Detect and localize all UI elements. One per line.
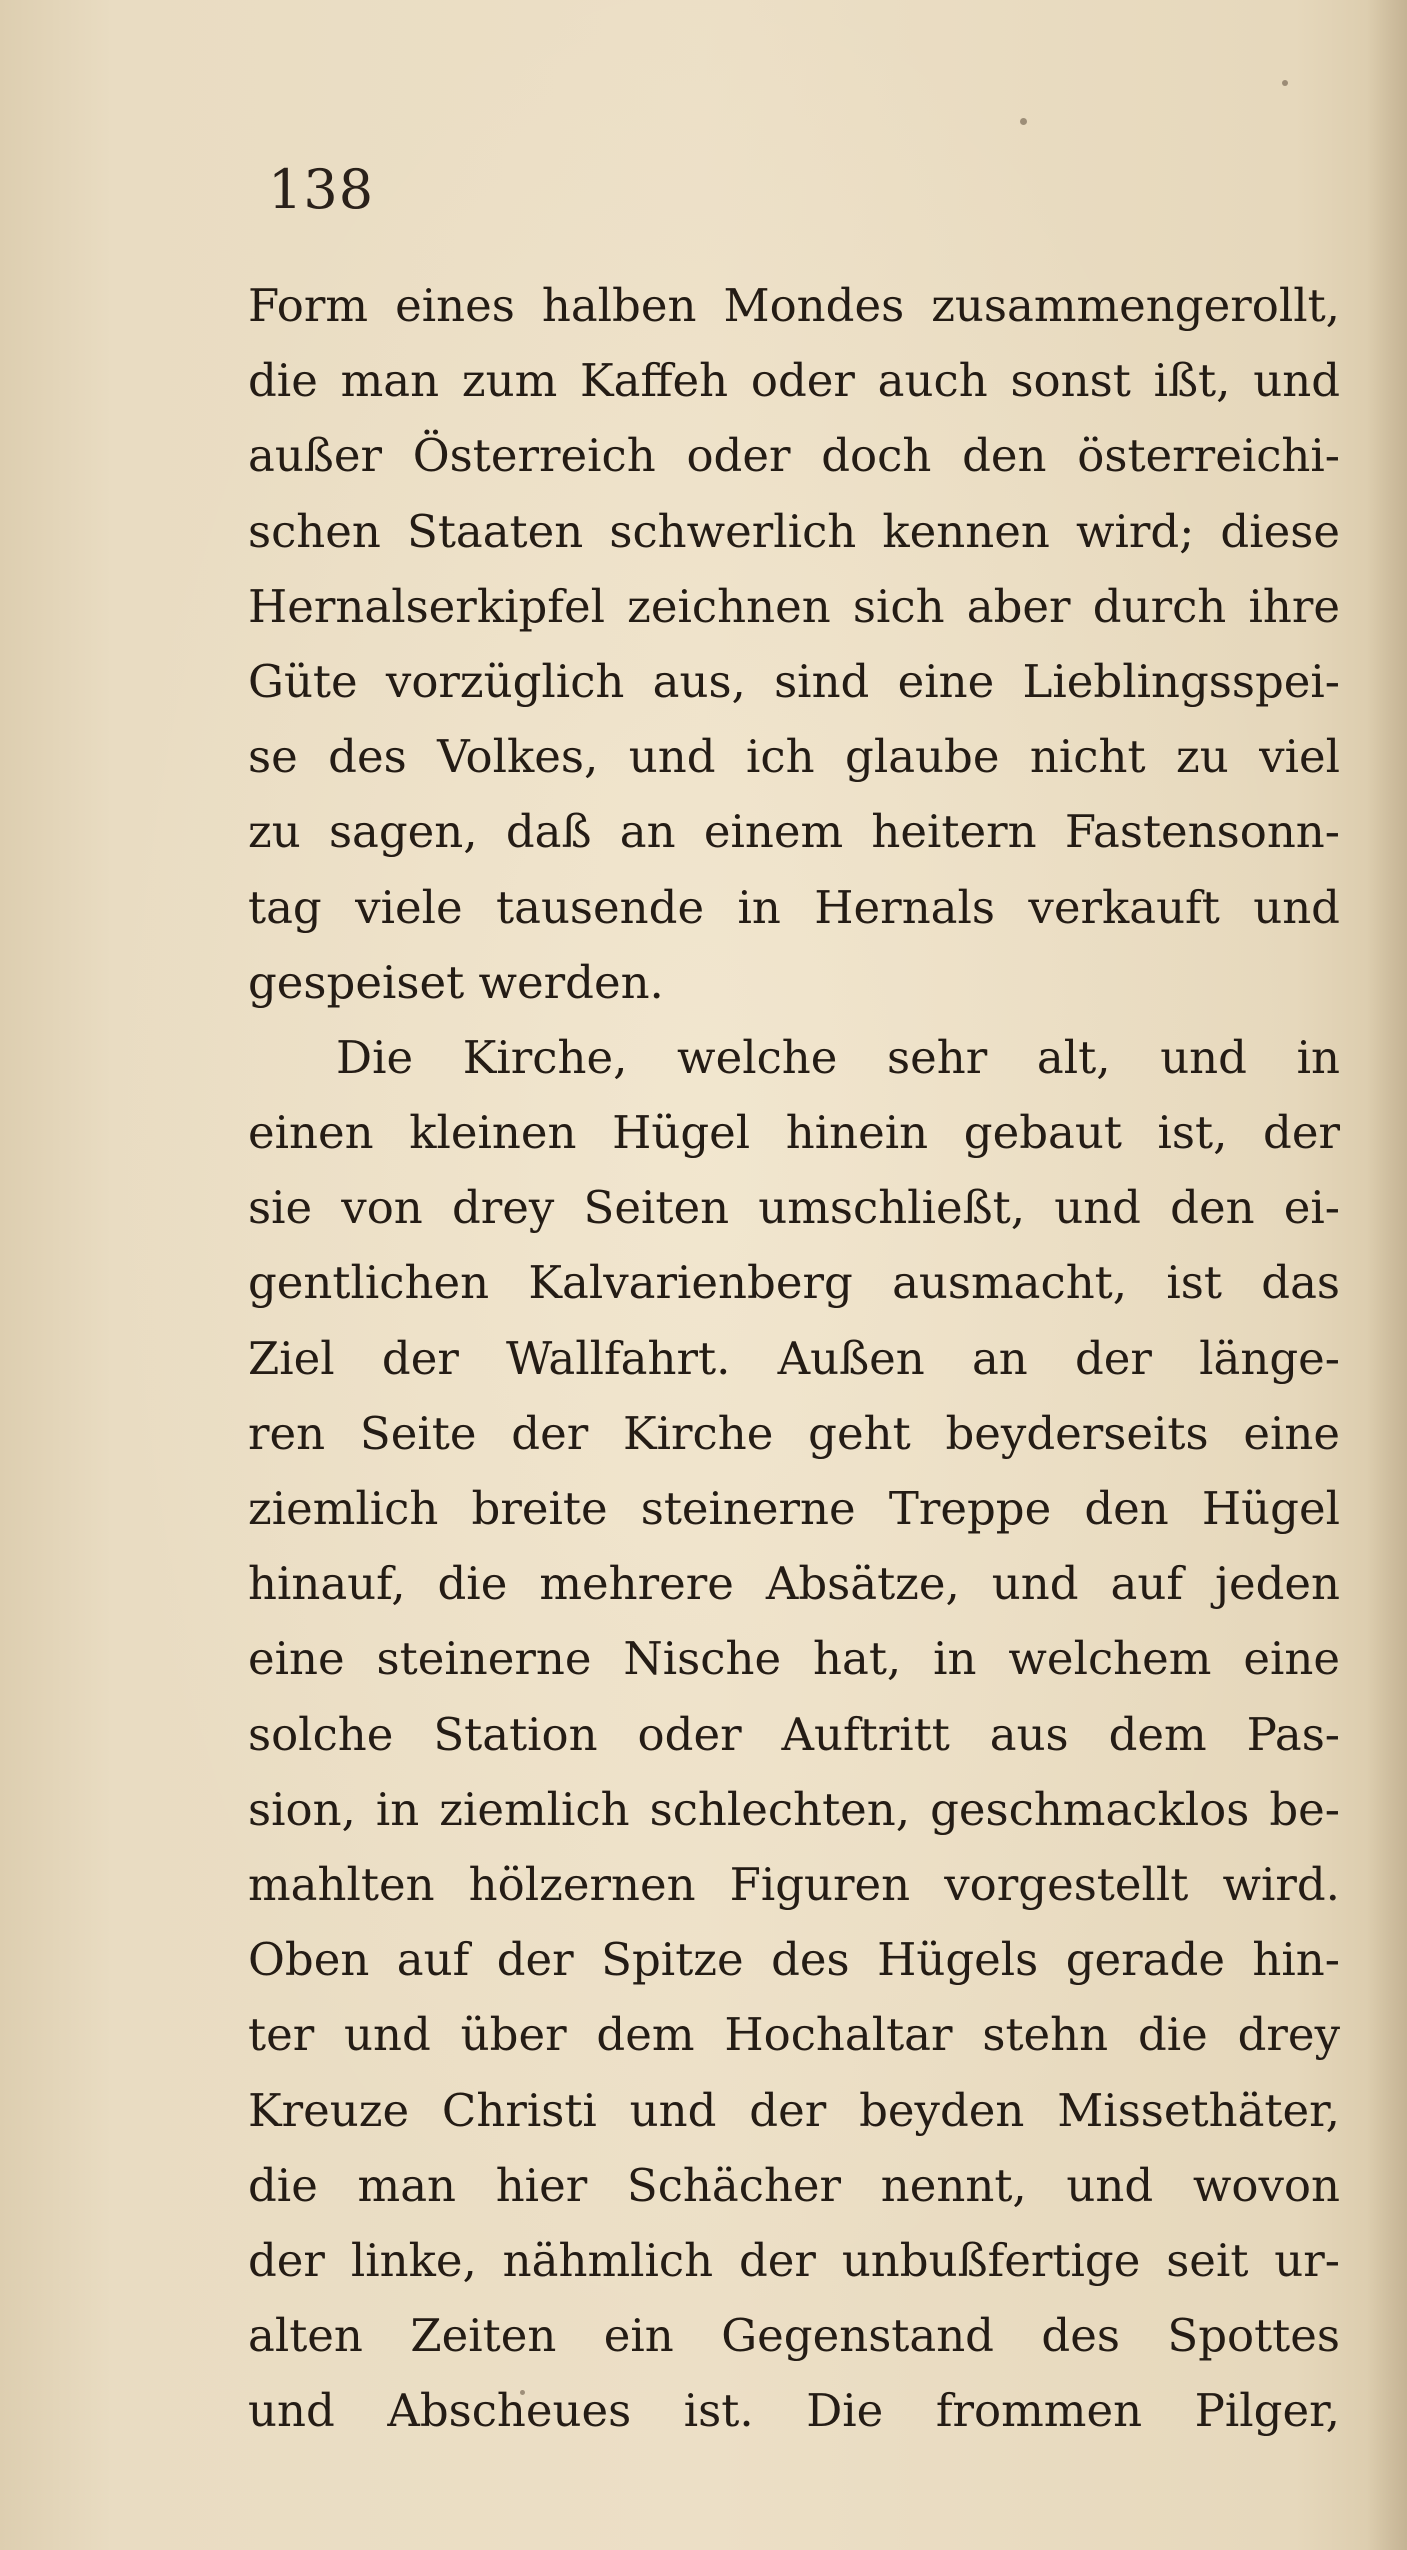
text-line: mahlten hölzernen Figuren vorgestellt wird. xyxy=(248,1857,1340,1911)
page-number: 138 xyxy=(268,158,375,221)
text-line: zu sagen, daß an einem heitern Fastensonn- xyxy=(248,805,1340,859)
text-line: Hernalserkipfel zeichnen sich aber durch ihre xyxy=(248,579,1340,633)
text-line: tag viele tausende in Hernals verkauft und xyxy=(248,880,1340,934)
text-line: Kreuze Christi und der beyden Missethäter, xyxy=(248,2083,1340,2137)
paper-speck xyxy=(1020,118,1027,125)
text-line: Güte vorzüglich aus, sind eine Lieblingsspei- xyxy=(248,654,1340,708)
text-line: ren Seite der Kirche geht beyderseits eine xyxy=(248,1406,1340,1460)
text-line: Ziel der Wallfahrt. Außen an der länge- xyxy=(248,1331,1340,1385)
page-edge-shadow xyxy=(1367,0,1407,2550)
text-line: schen Staaten schwerlich kennen wird; diese xyxy=(248,504,1340,558)
text-line: die man zum Kaffeh oder auch sonst ißt, und xyxy=(248,354,1340,408)
text-line: solche Station oder Auftritt aus dem Pas- xyxy=(248,1707,1340,1761)
text-line: Form eines halben Mondes zusammengerollt, xyxy=(248,279,1340,332)
text-line: Oben auf der Spitze des Hügels gerade hin- xyxy=(248,1933,1340,1987)
text-line: alten Zeiten ein Gegenstand des Spottes xyxy=(248,2309,1340,2363)
text-line: eine steinerne Nische hat, in welchem eine xyxy=(248,1632,1340,1686)
paper-speck xyxy=(1282,80,1288,86)
text-line: der linke, nähmlich der unbußfertige seit ur- xyxy=(248,2233,1340,2287)
text-line: ziemlich breite steinerne Treppe den Hügel xyxy=(248,1482,1340,1535)
text-line: ter und über dem Hochaltar stehn die drey xyxy=(248,2008,1340,2062)
text-line: gentlichen Kalvarienberg ausmacht, ist das xyxy=(248,1256,1340,1310)
text-line: außer Österreich oder doch den österreichi- xyxy=(248,429,1340,483)
text-line: und Abscheues ist. Die frommen Pilger, xyxy=(248,2384,1340,2438)
text-line: Die Kirche, welche sehr alt, und in xyxy=(336,1030,1340,1084)
text-line: die man hier Schächer nennt, und wovon xyxy=(248,2158,1340,2212)
text-line: sie von drey Seiten umschließt, und den ei- xyxy=(248,1181,1340,1235)
text-line: einen kleinen Hügel hinein gebaut ist, der xyxy=(248,1106,1340,1160)
text-line: sion, in ziemlich schlechten, geschmacklos be- xyxy=(248,1782,1340,1836)
body-text xyxy=(248,268,1340,2448)
text-line: gespeiset werden. xyxy=(248,955,664,1009)
text-line: se des Volkes, und ich glaube nicht zu viel xyxy=(248,730,1340,784)
text-line: hinauf, die mehrere Absätze, und auf jeden xyxy=(248,1557,1340,1611)
